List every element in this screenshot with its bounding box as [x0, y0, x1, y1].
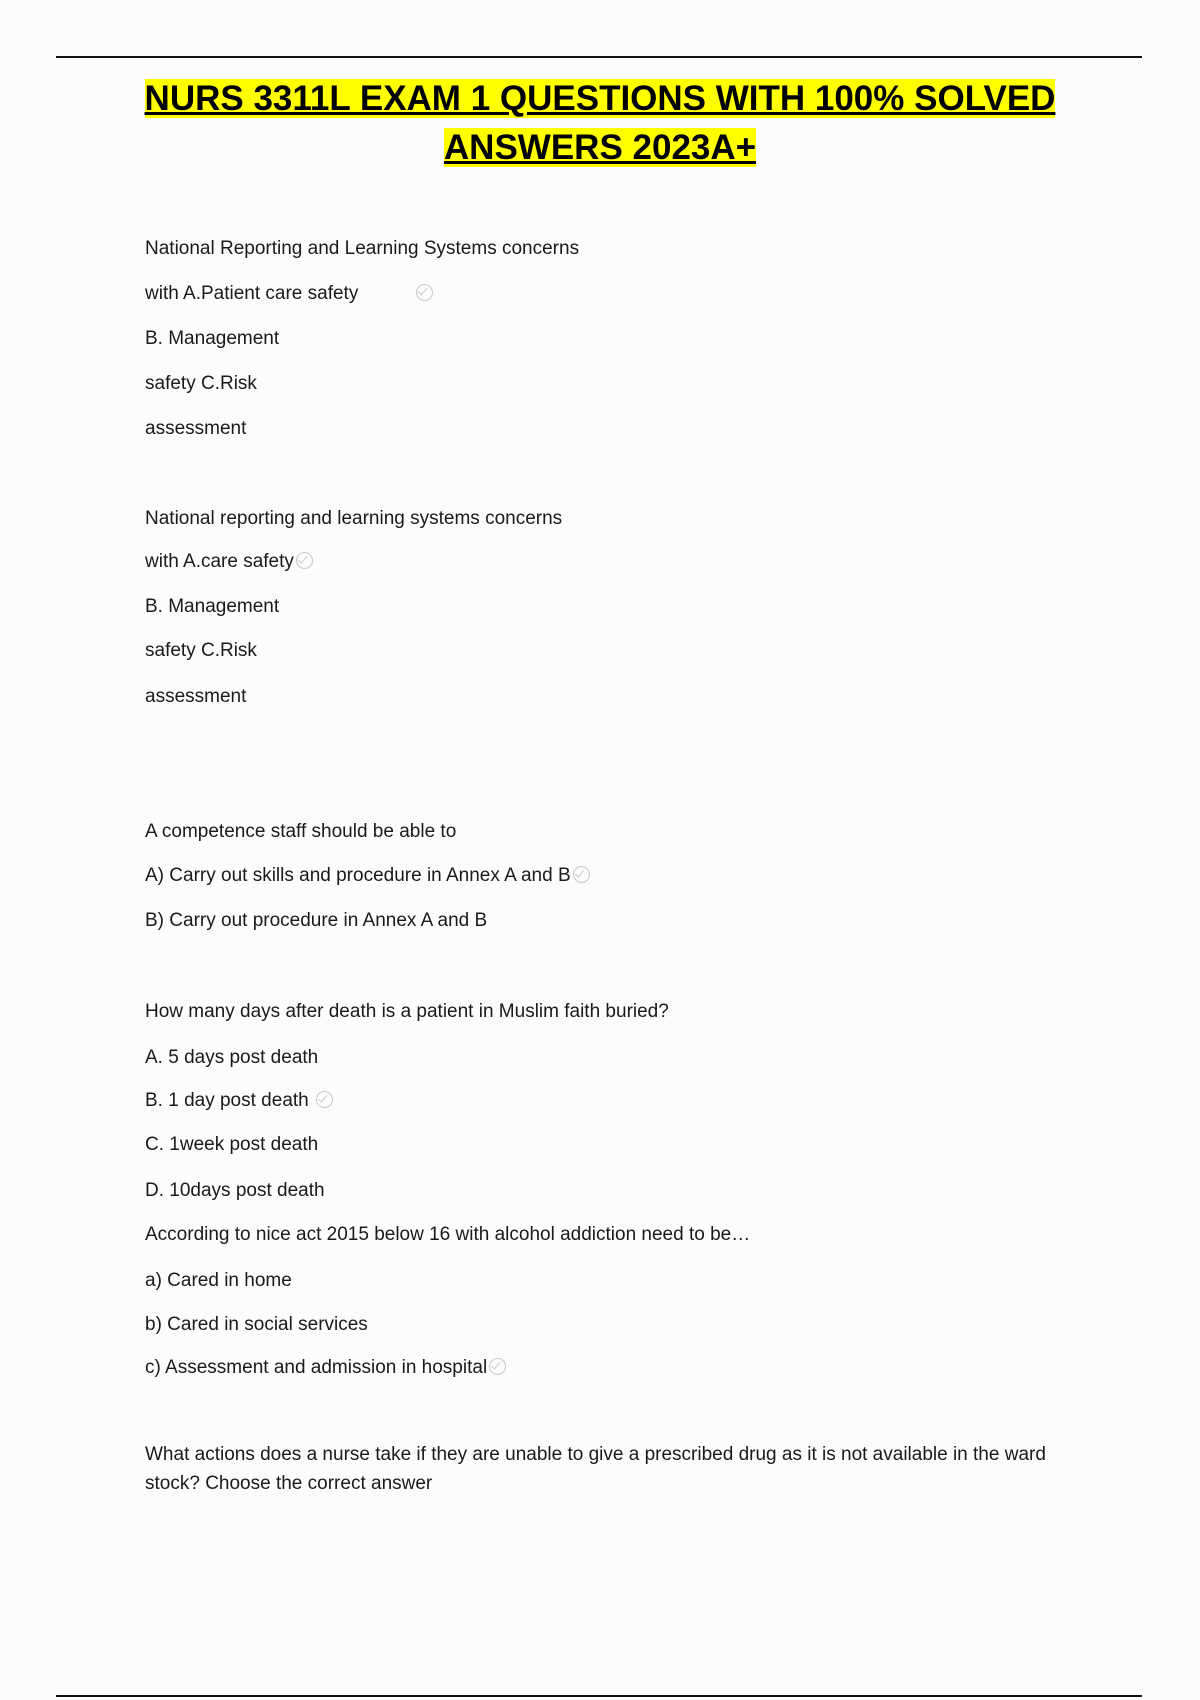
bottom-rule	[56, 1695, 1142, 1697]
q1-line-2-text: with A.Patient care safety	[145, 283, 359, 304]
q3-option-a	[145, 864, 590, 888]
q3-option-b: B) Carry out procedure in Annex A and B	[145, 910, 488, 931]
checkmark-icon	[416, 284, 433, 301]
q1-line-3: B. Management	[145, 328, 280, 349]
q4-option-b	[145, 1089, 333, 1113]
checkmark-icon	[296, 552, 313, 569]
q5-option-c-text: c) Assessment and admission in hospital	[145, 1357, 488, 1378]
q4-option-c: C. 1week post death	[145, 1134, 319, 1155]
q1-line-2	[145, 282, 433, 306]
q3-question: A competence staff should be able to	[145, 821, 457, 842]
q3-option-a-text: A) Carry out skills and procedure in Annex A and B	[145, 865, 571, 886]
checkmark-icon	[316, 1091, 333, 1108]
q4-question: How many days after death is a patient in Muslim faith buried?	[145, 1001, 669, 1022]
q5-option-b: b) Cared in social services	[145, 1314, 368, 1335]
q6-question: What actions does a nurse take if they are unable to give a prescribed drug as it is not available in the ward stock? Choose the correct answer	[145, 1444, 1046, 1494]
q2-line-1: National reporting and learning systems concerns	[145, 508, 563, 529]
q4-option-a: A. 5 days post death	[145, 1047, 319, 1068]
q1-line-4: safety C.Risk	[145, 373, 257, 394]
q2-line-3: B. Management	[145, 596, 280, 617]
q2-line-5: assessment	[145, 686, 247, 707]
q1-line-5: assessment	[145, 418, 247, 439]
title-line-2: ANSWERS 2023A+	[443, 128, 757, 167]
q2-line-2-text: with A.care safety	[145, 551, 294, 572]
top-rule	[56, 56, 1142, 58]
title-line-1: NURS 3311L EXAM 1 QUESTIONS WITH 100% SOLVED	[144, 79, 1056, 118]
q5-option-a: a) Cared in home	[145, 1270, 292, 1291]
q2-line-4: safety C.Risk	[145, 640, 257, 661]
q4-option-d: D. 10days post death	[145, 1180, 325, 1201]
q5-option-c	[145, 1356, 506, 1380]
q5-question: According to nice act 2015 below 16 with alcohol addiction need to be…	[145, 1224, 751, 1245]
checkmark-icon	[489, 1358, 506, 1375]
checkmark-icon	[573, 866, 590, 883]
q1-line-1: National Reporting and Learning Systems concerns	[145, 238, 580, 259]
q4-option-b-text: B. 1 day post death	[145, 1090, 309, 1111]
document-title	[60, 74, 1140, 172]
q2-line-2	[145, 550, 313, 574]
